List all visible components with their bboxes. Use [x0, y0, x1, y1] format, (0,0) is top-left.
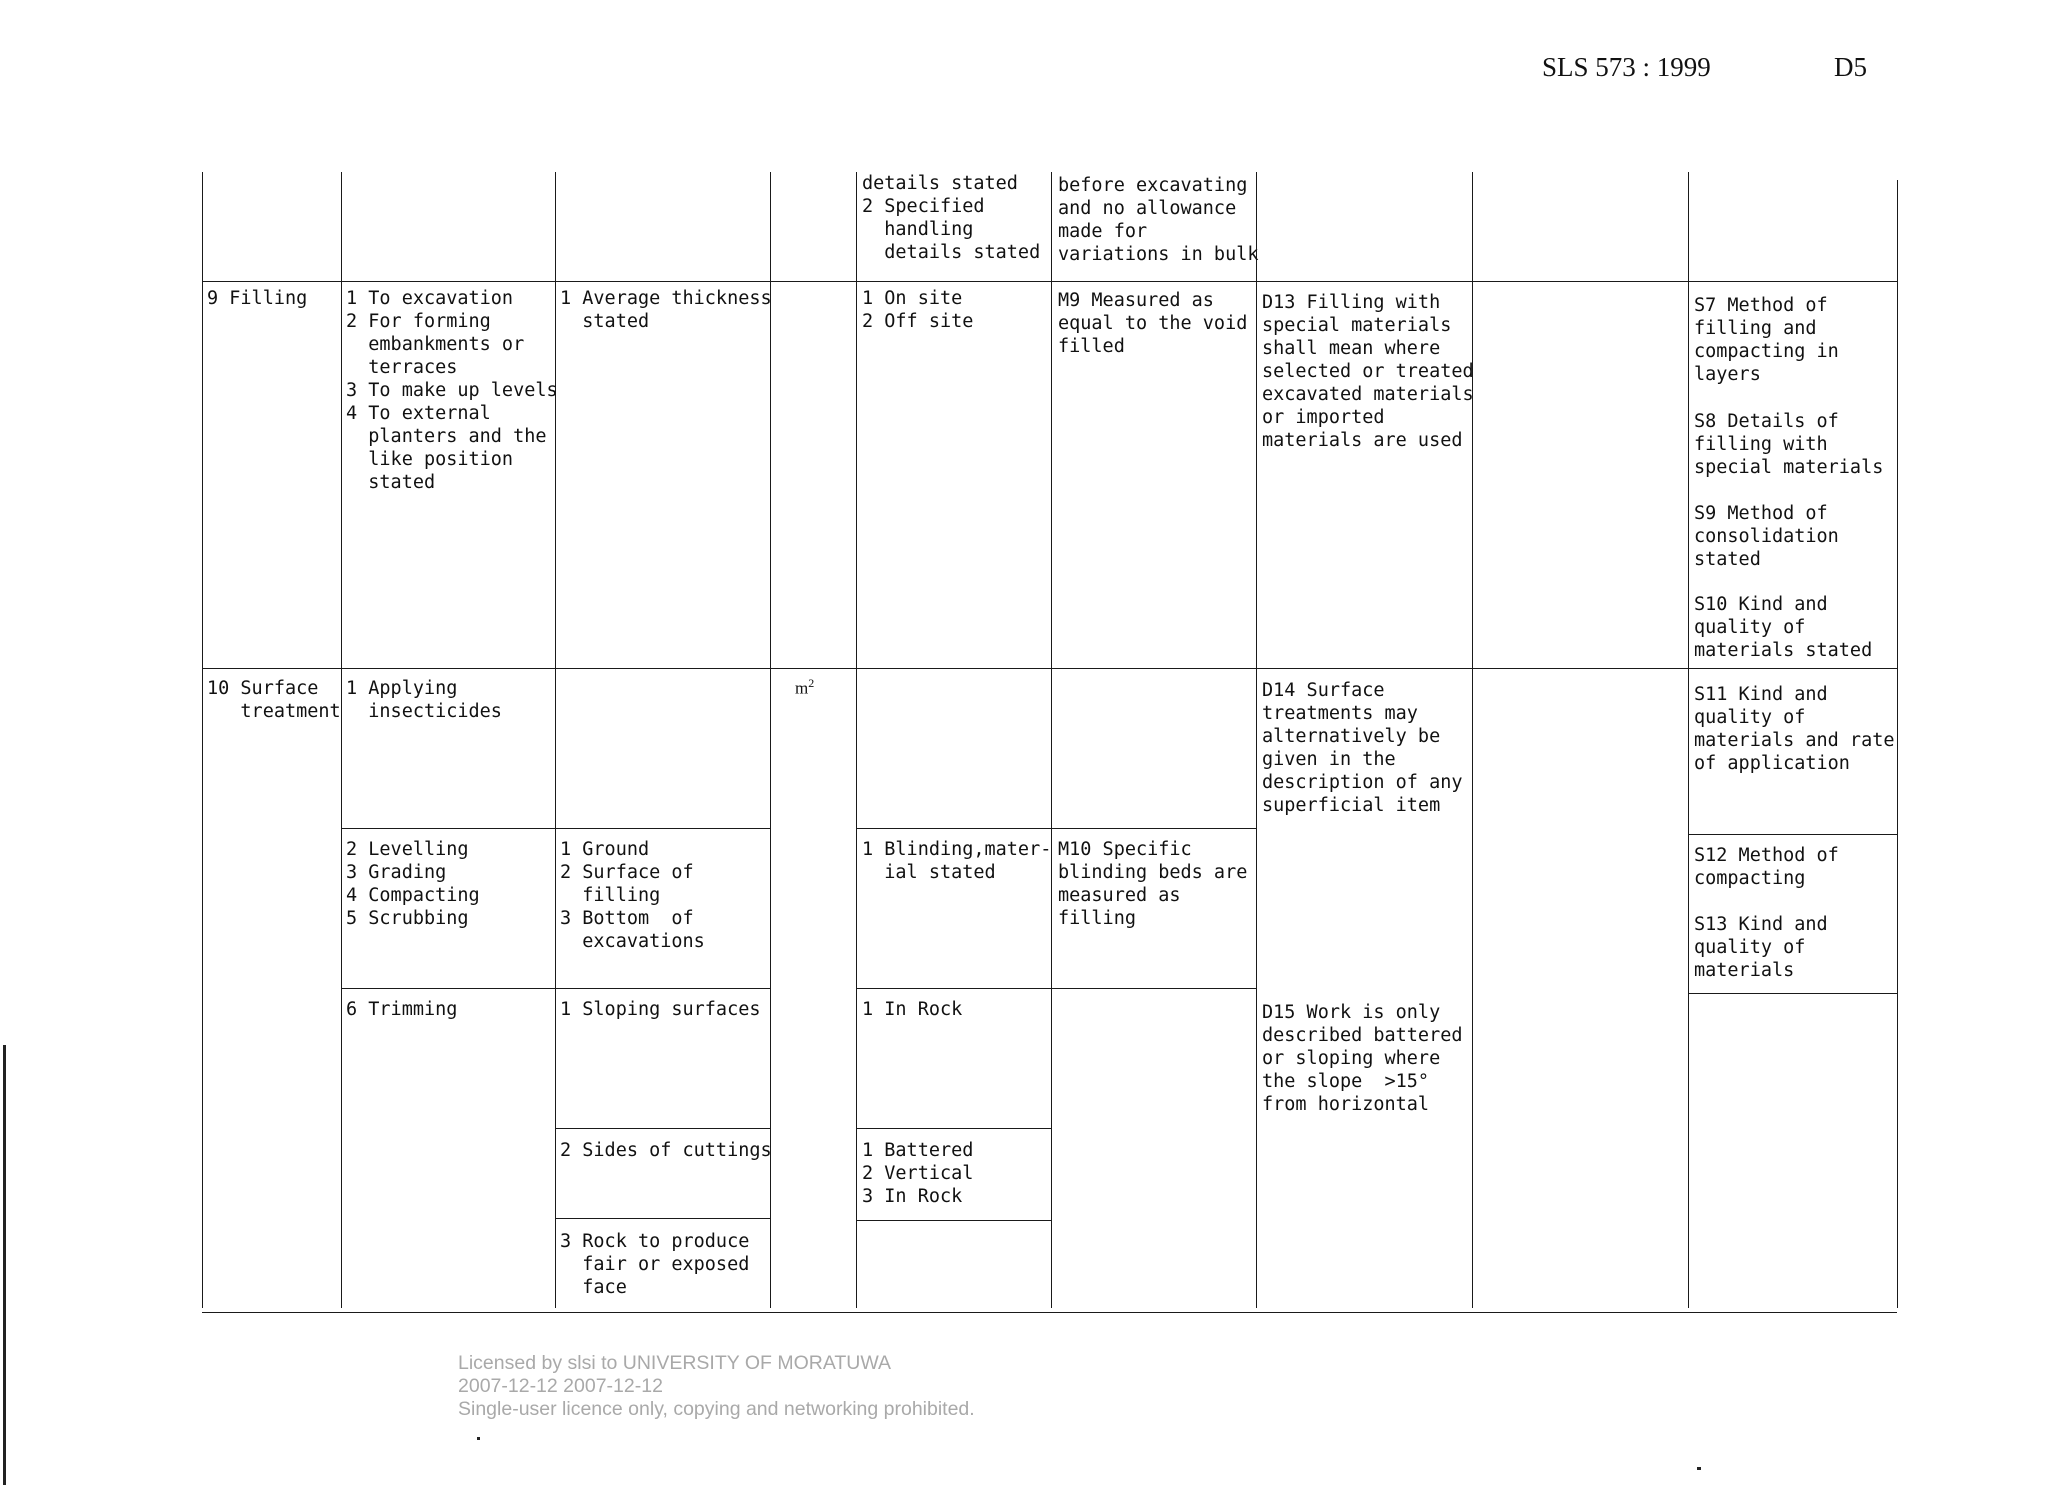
text-line: S11 Kind and	[1694, 684, 1828, 705]
text-line: of application	[1694, 753, 1850, 774]
text-line: before excavating	[1058, 175, 1248, 196]
grid-hline	[555, 1218, 770, 1219]
text-line: quality of	[1694, 617, 1806, 638]
surface-item-label	[207, 677, 341, 723]
text-line: compacting	[1694, 868, 1806, 889]
text-line: 3 Grading	[346, 862, 447, 883]
text-line: description of any	[1262, 772, 1463, 793]
text-line: superficial item	[1262, 795, 1441, 816]
text-line: D14 Surface	[1262, 680, 1385, 701]
text-line: 1 To excavation	[346, 288, 514, 309]
license-line-3: Single-user licence only, copying and networking prohibited.	[458, 1398, 975, 1420]
surface-d15-rule	[1262, 1001, 1462, 1116]
text-line: 1 Blinding,mater-	[862, 839, 1052, 860]
text-line: materials stated	[1694, 640, 1873, 661]
text-line: S9 Method of	[1694, 503, 1828, 524]
scan-edge-mark	[3, 1045, 6, 1485]
text-line: S10 Kind and	[1694, 594, 1828, 615]
text-line: 1 Applying	[346, 678, 458, 699]
text-line: 10 Surface	[207, 678, 319, 699]
filling-s7-rule	[1694, 294, 1839, 386]
text-line: treatments may	[1262, 703, 1418, 724]
text-line: face	[560, 1277, 627, 1298]
grid-hline	[341, 988, 770, 989]
trimming-sides-of-cuttings	[560, 1139, 772, 1162]
trimming-in-rock	[862, 998, 962, 1021]
surface-insecticides	[346, 677, 502, 723]
text-line: excavations	[560, 931, 705, 952]
cont-measurement-note	[1058, 174, 1258, 266]
filling-purpose-list	[346, 287, 558, 494]
surface-m10-rule	[1058, 838, 1247, 930]
grid-hline	[202, 281, 1897, 282]
grid-hline	[1688, 993, 1897, 994]
text-line: quality of	[1694, 937, 1806, 958]
grid-hline	[202, 668, 1897, 669]
text-line: 3 Rock to produce	[560, 1231, 750, 1252]
text-line: special materials	[1262, 315, 1452, 336]
surface-s11-rule	[1694, 683, 1894, 775]
grid-hline	[1688, 834, 1897, 835]
text-line: from horizontal	[1262, 1094, 1430, 1115]
text-line: equal to the void	[1058, 313, 1248, 334]
filling-s8-rule	[1694, 410, 1883, 479]
trimming-rock-face	[560, 1230, 749, 1299]
filling-m9-rule	[1058, 289, 1247, 358]
scan-speck	[1697, 1467, 1701, 1470]
text-line: filling and	[1694, 318, 1817, 339]
filling-d13-rule	[1262, 291, 1474, 452]
text-line: details stated	[862, 173, 1018, 194]
text-line: 1 Sloping surfaces	[560, 999, 761, 1020]
text-line: filling	[560, 885, 661, 906]
text-line: M10 Specific	[1058, 839, 1192, 860]
text-line: or imported	[1262, 407, 1385, 428]
text-line: 2 Sides of cuttings	[560, 1140, 772, 1161]
surface-location-list	[560, 838, 705, 953]
grid-vline	[770, 172, 771, 1308]
scan-speck	[477, 1437, 480, 1440]
text-line: details stated	[862, 242, 1041, 263]
text-line: filling with	[1694, 434, 1828, 455]
text-line: fair or exposed	[560, 1254, 750, 1275]
text-line: S7 Method of	[1694, 295, 1828, 316]
grid-vline	[1256, 172, 1257, 1308]
text-line: 2 Specified	[862, 196, 985, 217]
text-line: the slope >15°	[1262, 1071, 1430, 1092]
text-line: S13 Kind and	[1694, 914, 1828, 935]
text-line: filling	[1058, 908, 1136, 929]
text-line: compacting in	[1694, 341, 1839, 362]
filling-s9-rule	[1694, 502, 1839, 571]
text-line: S8 Details of	[1694, 411, 1839, 432]
text-line: quality of	[1694, 707, 1806, 728]
text-line: or sloping where	[1262, 1048, 1441, 1069]
text-line: 4 Compacting	[346, 885, 480, 906]
text-line: 4 To external	[346, 403, 491, 424]
text-line: stated	[1694, 549, 1761, 570]
text-line: D15 Work is only	[1262, 1002, 1441, 1023]
text-line: materials and rate	[1694, 730, 1895, 751]
text-line: materials are used	[1262, 430, 1463, 451]
text-line: 6 Trimming	[346, 999, 458, 1020]
text-line: materials	[1694, 960, 1795, 981]
text-line: ial stated	[862, 862, 996, 883]
surface-blinding	[862, 838, 1051, 884]
grid-hline	[202, 1312, 1897, 1313]
text-line: consolidation	[1694, 526, 1839, 547]
text-line: blinding beds are	[1058, 862, 1248, 883]
grid-hline	[856, 828, 1051, 829]
text-line: described battered	[1262, 1025, 1463, 1046]
text-line: insecticides	[346, 701, 502, 722]
text-line: 1 On site	[862, 288, 963, 309]
text-line: 2 Off site	[862, 311, 974, 332]
text-line: made for	[1058, 221, 1148, 242]
text-line: terraces	[346, 357, 458, 378]
text-line: and no allowance	[1058, 198, 1237, 219]
text-line: alternatively be	[1262, 726, 1441, 747]
text-line: M9 Measured as	[1058, 290, 1214, 311]
surface-trimming	[346, 998, 457, 1021]
unit-square-metre: $m^2$	[795, 676, 815, 698]
grid-hline	[341, 828, 770, 829]
standard-number: SLS 573 : 1999	[1542, 52, 1711, 82]
text-line: shall mean where	[1262, 338, 1441, 359]
filling-thickness	[560, 287, 772, 333]
cont-handling-details	[862, 172, 1040, 264]
surface-s12-rule	[1694, 844, 1839, 890]
surface-s13-rule	[1694, 913, 1828, 982]
text-line: like position	[346, 449, 514, 470]
grid-vline	[856, 172, 857, 1308]
text-line: treatment	[207, 701, 341, 722]
surface-operations-list	[346, 838, 480, 930]
trimming-cutting-types	[862, 1139, 973, 1208]
text-line: handling	[862, 219, 974, 240]
text-line: measured as	[1058, 885, 1181, 906]
text-line: 9 Filling	[207, 288, 308, 309]
text-line: 2 Vertical	[862, 1163, 974, 1184]
text-line: 1 Ground	[560, 839, 650, 860]
text-line: D13 Filling with	[1262, 292, 1441, 313]
text-line: 2 For forming	[346, 311, 491, 332]
grid-vline	[202, 172, 203, 1308]
license-line-1: Licensed by slsi to UNIVERSITY OF MORATUWA	[458, 1352, 892, 1374]
text-line: stated	[560, 311, 650, 332]
filling-source-list	[862, 287, 973, 333]
surface-d14-rule	[1262, 679, 1462, 817]
filling-s10-rule	[1694, 593, 1872, 662]
grid-hline	[555, 1128, 770, 1129]
text-line: 2 Surface of	[560, 862, 694, 883]
text-line: planters and the	[346, 426, 547, 447]
grid-vline	[1051, 172, 1052, 1308]
text-line: excavated materials	[1262, 384, 1474, 405]
text-line: special materials	[1694, 457, 1884, 478]
trimming-sloping-surfaces	[560, 998, 760, 1021]
grid-vline	[341, 172, 342, 1308]
text-line: 1 In Rock	[862, 999, 963, 1020]
text-line: 5 Scrubbing	[346, 908, 469, 929]
grid-vline	[1688, 172, 1689, 1308]
text-line: 1 Battered	[862, 1140, 974, 1161]
text-line: embankments or	[346, 334, 525, 355]
text-line: S12 Method of	[1694, 845, 1839, 866]
text-line: 3 To make up levels	[346, 380, 558, 401]
text-line: given in the	[1262, 749, 1396, 770]
text-line: filled	[1058, 336, 1125, 357]
filling-item-label	[207, 287, 307, 310]
text-line: layers	[1694, 364, 1761, 385]
grid-vline	[1897, 180, 1898, 1308]
license-line-2: 2007-12-12 2007-12-12	[458, 1375, 663, 1397]
page-number: D5	[1834, 52, 1867, 82]
text-line: variations in bulk	[1058, 244, 1259, 265]
text-line: 3 Bottom of	[560, 908, 694, 929]
text-line: 3 In Rock	[862, 1186, 963, 1207]
text-line: stated	[346, 472, 436, 493]
grid-hline	[856, 988, 1256, 989]
text-line: 2 Levelling	[346, 839, 469, 860]
text-line: 1 Average thickness	[560, 288, 772, 309]
grid-hline	[856, 1220, 1051, 1221]
grid-hline	[856, 1128, 1051, 1129]
text-line: selected or treated	[1262, 361, 1474, 382]
grid-hline	[1051, 828, 1256, 829]
